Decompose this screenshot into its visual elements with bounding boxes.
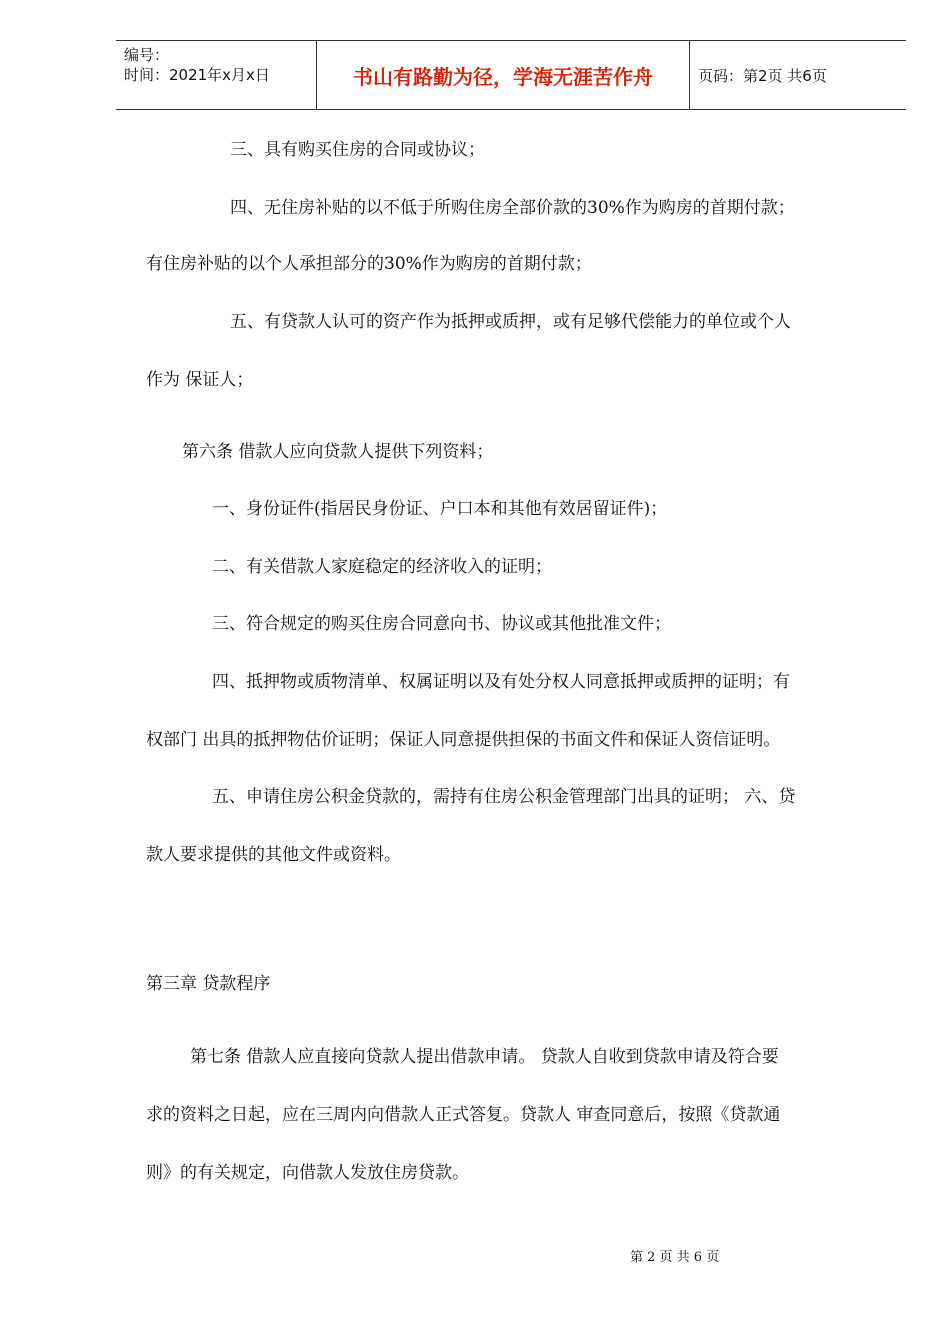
- paragraph-line: 一、身份证件(指居民身份证、户口本和其他有效居留证件)；: [212, 499, 668, 519]
- paragraph-line: 则》的有关规定，向借款人发放住房贷款。: [146, 1163, 469, 1183]
- paragraph-line: 三、具有购买住房的合同或协议；: [230, 140, 485, 160]
- article-heading: 第七条 借款人应直接向贷款人提出借款申请。 贷款人自收到贷款申请及符合要: [190, 1047, 779, 1067]
- page-footer: 第 2 页 共 6 页: [630, 1250, 720, 1265]
- paragraph-line: 求的资料之日起，应在三周内向借款人正式答复。贷款人 审查同意后，按照《贷款通: [146, 1105, 781, 1125]
- document-date: 时间：2021年x月x日: [124, 66, 270, 84]
- paragraph-line: 四、抵押物或质物清单、权属证明以及有处分权人同意抵押或质押的证明；有: [212, 672, 790, 692]
- paragraph-line: 款人要求提供的其他文件或资料。: [146, 845, 401, 865]
- paragraph-line: 权部门 出具的抵押物估价证明；保证人同意提供担保的书面文件和保证人资信证明。: [146, 730, 781, 750]
- paragraph-line: 四、无住房补贴的以不低于所购住房全部价款的30%作为购房的首期付款；: [230, 198, 795, 218]
- paragraph-line: 有住房补贴的以个人承担部分的30%作为购房的首期付款；: [146, 254, 592, 274]
- header-motto: 书山有路勤为径，学海无涯苦作舟: [316, 41, 690, 109]
- paragraph-line: 五、有贷款人认可的资产作为抵押或质押，或有足够代偿能力的单位或个人: [230, 312, 791, 332]
- paragraph-line: 二、有关借款人家庭稳定的经济收入的证明；: [212, 557, 552, 577]
- document-number: 编号：: [124, 46, 170, 64]
- chapter-heading: 第三章 贷款程序: [146, 974, 271, 994]
- header-meta: [116, 41, 316, 109]
- paragraph-line: 作为 保证人；: [146, 370, 254, 390]
- header-page-number: 页码：第2页 共6页: [698, 66, 827, 85]
- paragraph-line: 三、符合规定的购买住房合同意向书、协议或其他批准文件；: [212, 614, 671, 634]
- article-heading: 第六条 借款人应向贷款人提供下列资料；: [182, 442, 494, 462]
- paragraph-line: 五、申请住房公积金贷款的，需持有住房公积金管理部门出具的证明； 六、贷: [212, 787, 796, 807]
- page-header: [116, 40, 906, 110]
